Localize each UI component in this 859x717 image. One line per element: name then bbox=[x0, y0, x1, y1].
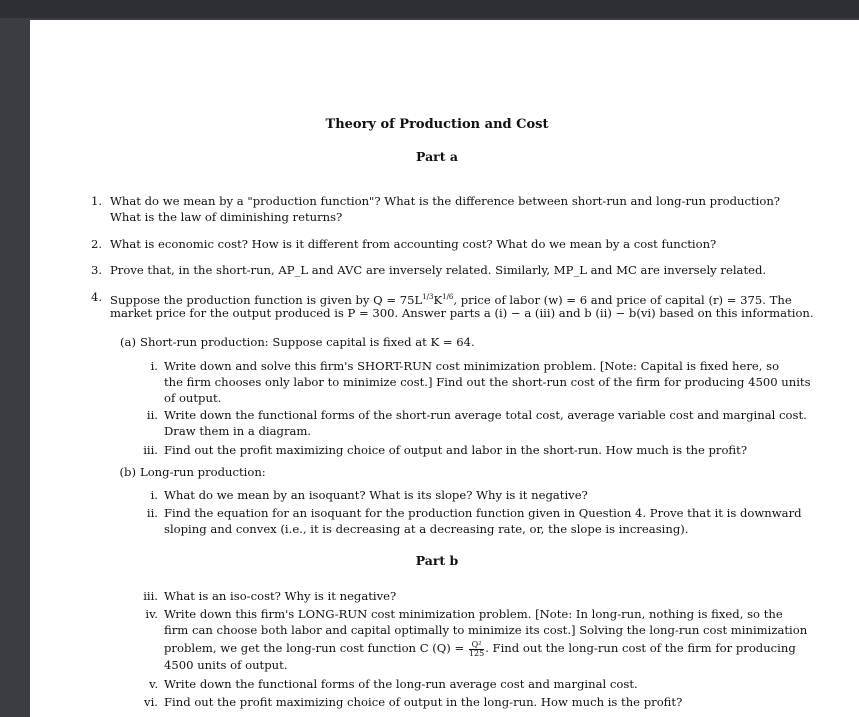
q4-labor-exponent: 1/3 bbox=[422, 293, 434, 301]
q4-line-1 bbox=[110, 290, 792, 307]
fraction-numerator: Q² bbox=[469, 641, 484, 650]
a-i-number: i. bbox=[150, 359, 158, 373]
q1-line-1: What do we mean by a "production function"? What is the difference between short-run and long-run production? bbox=[110, 194, 780, 208]
part-a-text: Short-run production: Suppose capital is fixed at K = 64. bbox=[140, 335, 475, 349]
a-ii-number: ii. bbox=[146, 408, 158, 422]
page-title: Theory of Production and Cost bbox=[325, 117, 549, 132]
b-ii-number: ii. bbox=[146, 506, 158, 520]
cost-function-fraction bbox=[469, 641, 484, 658]
a-iii-line-1: Find out the profit maximizing choice of output and labor in the short-run. How much is the profit? bbox=[164, 443, 748, 457]
part-b-text: Long-run production: bbox=[140, 465, 266, 479]
b-iv-line-2: firm can choose both labor and capital optimally to minimize its cost.] Solving the long-run cost minimization bbox=[164, 623, 808, 637]
a-ii-line-1: Write down the functional forms of the short-run average total cost, average variable cost and marginal cost. bbox=[164, 408, 807, 422]
b-ii-line-1: Find the equation for an isoquant for the production function given in Question 4. Prove that it is downward bbox=[164, 506, 802, 520]
a-ii-line-2: Draw them in a diagram. bbox=[164, 424, 312, 438]
part-b-heading: Part b bbox=[415, 553, 459, 568]
q4-line-2: market price for the output produced is P = 300. Answer parts a (i) − a (iii) and b (ii) − b(vi) based on this information. bbox=[110, 306, 814, 320]
q4-text-a: Suppose the production function is given by Q = 75L bbox=[110, 292, 423, 307]
b-ii-line-2: sloping and convex (i.e., it is decreasing at a decreasing rate, or, the slope is increasing). bbox=[164, 522, 689, 536]
q4-number: 4. bbox=[90, 290, 102, 304]
b-iv-number: iv. bbox=[145, 607, 158, 621]
a-iii-number: iii. bbox=[143, 443, 158, 457]
b-iv-text-a: problem, we get the long-run cost function C (Q) = bbox=[164, 641, 465, 655]
b-iv-line-4: 4500 units of output. bbox=[164, 658, 288, 672]
a-i-line-2: the firm chooses only labor to minimize cost.] Find out the short-run cost of the firm for producing 4500 units bbox=[164, 375, 811, 389]
viewer-top-bar bbox=[0, 0, 859, 18]
q1-line-2: What is the law of diminishing returns? bbox=[110, 210, 343, 224]
a-i-line-1: Write down and solve this firm's SHORT-RUN cost minimization problem. [Note: Capital is fixed here, so bbox=[164, 359, 780, 373]
q3-number: 3. bbox=[90, 263, 102, 277]
b-vi-line-1: Find out the profit maximizing choice of output in the long-run. How much is the profit? bbox=[164, 695, 683, 709]
q4-capital-exponent: 1/6 bbox=[442, 293, 454, 301]
fraction-denominator: 125 bbox=[468, 649, 485, 658]
q4-text-c: , price of labor (w) = 6 and price of capital (r) = 375. The bbox=[453, 292, 792, 307]
b-iii-number: iii. bbox=[143, 589, 158, 603]
q2-line-1: What is economic cost? How is it different from accounting cost? What do we mean by a cost function? bbox=[110, 237, 717, 251]
q4-text-b: K bbox=[433, 292, 443, 307]
document-page bbox=[30, 20, 859, 717]
b-v-number: v. bbox=[149, 677, 158, 691]
b-iv-text-b: . Find out the long-run cost of the firm for producing bbox=[485, 641, 796, 655]
a-i-line-3: of output. bbox=[164, 391, 222, 405]
q2-number: 2. bbox=[90, 237, 102, 251]
b-iii-line-1: What is an iso-cost? Why is it negative? bbox=[164, 589, 397, 603]
b-vi-number: vi. bbox=[144, 695, 158, 709]
b-i-number: i. bbox=[150, 488, 158, 502]
part-a-label: (a) bbox=[120, 335, 136, 349]
b-iv-line-1: Write down this firm's LONG-RUN cost minimization problem. [Note: In long-run, nothing is fixed, so the bbox=[164, 607, 783, 621]
b-iv-line-3 bbox=[164, 641, 796, 658]
q1-number: 1. bbox=[90, 194, 102, 208]
q3-line-1: Prove that, in the short-run, AP_L and AVC are inversely related. Similarly, MP_L and MC are inversely related. bbox=[110, 263, 767, 277]
part-b-label: (b) bbox=[119, 465, 136, 479]
part-a-heading: Part a bbox=[416, 149, 458, 164]
b-i-line-1: What do we mean by an isoquant? What is its slope? Why is it negative? bbox=[164, 488, 588, 502]
b-v-line-1: Write down the functional forms of the long-run average cost and marginal cost. bbox=[164, 677, 638, 691]
